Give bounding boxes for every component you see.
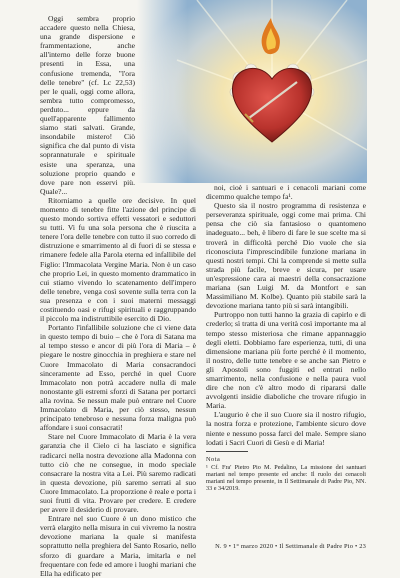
paragraph: noi, cioè i santuari e i cenacoli mariani come dicemmo qualche tempo fa¹. [206, 183, 366, 202]
paragraph: Ritorniamo a quelle ore decisive. In quel momento di tenebre fitte l'azione del principe di questo mondo sortiva effetti vessatori e seduttori su tutti. Vi fu una sola persona che è riuscita a tenere l'ora delle tenebre con tutto il suo corredo di distruzione e smarrimento al di fuori di se stessa e rimanere fedele alla Parola eterna ed infallibile del Figlio: l'Immacolata Vergine Maria. Non è un caso che proprio Lei, in questo momento drammatico in cui stiamo vivendo lo scatenamento dell'impero delle tenebre, venga così sovente sulla terra con la sua presenza e con i suoi materni messaggi costituendo oasi e rifugi spirituali e raggruppando il piccolo ma indistruttibile esercito di Dio. [40, 195, 196, 324]
nota-label: Nota [206, 455, 221, 463]
footnote-divider [206, 451, 248, 452]
paragraph: Oggi sembra proprio accadere questo nella Chiesa, una grande dispersione e frammentazione, anche all'interno delle forze buone presenti in Essa, una confusione tremenda, "l'ora delle tenebre" (cf. Lc 22,53) per le quali, oggi come allora, sembra tutto compromesso, perduto... eppure da quell'apparente fallimento siamo stati salvati. Grande, insondabile mistero! Ciò significa che dal punto di vista soprannaturale e spirituale esiste una speranza, una soluzione proprio quando e dove pare non esservi più. Quale?... [40, 14, 135, 196]
paragraph: L'augurio è che il suo Cuore sia il nostro rifugio, la nostra forza e protezione, l'ambiente sicuro dove niente e nessuno possa farci del male. Sempre siano lodati i Sacri Cuori di Gesù e di Maria! [206, 410, 366, 447]
left-text-column [40, 14, 196, 578]
paragraph: Purtroppo non tutti hanno la grazia di capirlo e di crederlo; sì tratta di una verità così importante ma al tempo stesso misteriosa che rimane appannaggio degli eletti. Dobbiamo fare esperienza, tutti, di una dimensione mariana più forte perché è il momento, il nostro, delle tutte tenebre e se anche san Pietro e gli Apostoli sono fuggiti ed entrati nello smarrimento, nella confusione e nella paura vuol dire che non c'è altro modo di ripararsi dalle avvolgenti insidie diaboliche che trovare rifugio in Maria. [206, 310, 366, 411]
paragraph: Portanto l'infallibile soluzione che ci viene data in questo tempo di buio – che è l'ora di Satana ma al tempo stesso e ancor di più l'ora di Maria – è piegare le nostre ginocchia in preghiera e stare nel Cuore Immacolato di Maria consacrandoci sinceramente ad Esso, perché in quel Cuore Immacolato non potrà accadere nulla di male nonostante gli estremi sforzi di Satana per portarci alla rovina. Se nessun male può entrare nel Cuore Immacolato di Maria, per ciò stesso, nessun principato tenebroso e nessuna forza maligna può affondare i suoi consacrati! [40, 323, 196, 433]
paragraph: Entrare nel suo Cuore è un dono mistico che verrà elargito nella misura in cui vivremo la nostra devozione mariana la quale si manifesta soprattutto nella preghiera del Santo Rosario, nello sforzo di guardare a Maria, imitarla e nel frequentare con fede ed amore i luoghi mariani che Ella ha edificato per [40, 514, 196, 578]
page-footer: N. 9 • 1° marzo 2020 • Il Settimanale di Padre Pio • 23 [215, 543, 366, 550]
footnote: ¹ Cf. Fra' Pietro Pio M. Pedalino, La missione dei santuari mariani nel tempo presente ed anche: Il ruolo dei cenacoli mariani nel tempo presente, in Il Settimanale di Padre Pio, NN. 33 e 34/2019. [206, 463, 366, 493]
paragraph: Questo sia il nostro programma di resistenza e perseveranza spirituale, oggi come mai prima. Chi pensa che ciò sia fantasioso o quantomeno inadeguato... beh, è libero di fare le sue scelte ma si troverà in difficoltà perché Dio vuole che sia riconosciuta l'imprescindibile funzione mariana in questi nostri tempi. Chi la comprende si mette sulla strada più facile, breve e sicura, per usare un'espressione cara ai maestri della consacrazione mariana (san Luigi M. da Montfort e san Massimiliano M. Kolbe). Quanto più stabile sarà la devozione mariana tanto più si sarà intangibili. [206, 201, 366, 311]
right-text-column [206, 183, 366, 493]
paragraph: Stare nel Cuore Immacolato di Maria è la vera garanzia che il Cielo ci ha lasciato e significa radicarci nella nostra devozione alla Madonna con tutto ciò che ne consegue, in modo speciale consacrare la nostra vita a Lei. Più saremo radicati in questa devozione, più saremo serrati al suo Cuore Immacolato. La proporzione è reale e porta i suoi frutti di vita. Provare per credere. E credere per avere il desiderio di provare. [40, 432, 196, 515]
